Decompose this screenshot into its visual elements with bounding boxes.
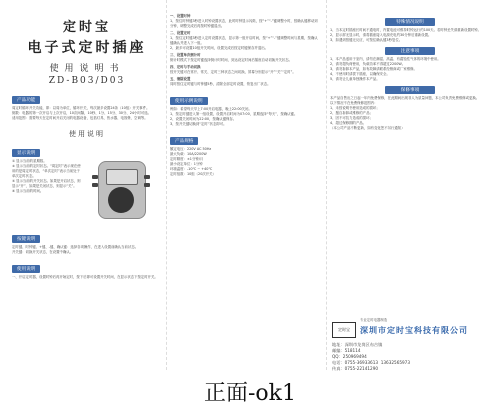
column-right (330, 14, 490, 131)
first-use-text: 一、开启定时器，设置时钟后再开始定时，按下后即可设置开关时间，在显示状态下按定时开关。 (12, 275, 158, 279)
step-5-text: 同时按住定时键与时钟键5秒，清除全部定时设置，恢复出厂状态。 (170, 82, 271, 86)
section-header-example: 使用示例说明 (170, 97, 208, 105)
product-text: 周定时循环开关功能，即：以周为单位，循环开关，每次最多设置24条（10组）开关事件。 倒数：电器的第一次开启与上次开启，10次间隔，10秒、1分、15分、30分、24小时可选。 适用范围：需要每天在定时间开启关闭的电器设备，包括灯具、热水器、电饭煲、空调等。 (12, 106, 152, 120)
section-header-special: 特殊情况说明 (385, 18, 435, 26)
company-contact (332, 342, 490, 372)
step-1-text: 1、按住时钟键3秒进入时钟设置状态，此时时钟显示闪烁，按“+”“-”键调整小时，按确认键移动到分钟，调整完成后再按时钟键退出。 (170, 19, 318, 28)
device-screen (106, 169, 138, 185)
model-number: ZD-B03/D03 (48, 76, 126, 86)
title-line-1: 定时宝 (62, 20, 111, 35)
company-qq: QQ：250969494 (332, 354, 367, 359)
step-4-title: 四、定时与手动切换 (170, 65, 201, 69)
title-line-3: 使用说明书 (49, 64, 125, 74)
specs-text: 额定电压：220V AC 50Hz 最大负载：10A/2200W 定时精度：±1分钟/月 最小设定单位：1分钟 环境温度：-10℃ ~ +40℃ 定时组数：10组（20次开关） (170, 147, 216, 176)
display-area (12, 159, 162, 225)
usage-title: 使用说明 (69, 130, 105, 138)
timer-device-illustration (88, 157, 150, 219)
warranty-text: 本产品自售出之日起一年内免费保修，在此期间出现非人为质量问题，本公司负责免费维修或更换。 以下情况不在免费保修范围内： 1、未按说明书使用造成的损坏； 2、擅自拆卸或维修的产品； 3、因不可抗力造成的损坏； 4、超过保修期的产品。 （本公司产品不断更新，如有变化恕不另行通知） (330, 96, 480, 130)
section-header-product: 产品功能 (12, 96, 40, 104)
company-tagline: 专业定时电器制造 (360, 318, 388, 322)
section-header-first-use: 使用说明 (12, 265, 40, 273)
section-header-warranty: 保修事项 (385, 86, 435, 94)
company-name: 深圳市定时宝科技有限公司 (360, 326, 468, 335)
fold-line-2 (326, 0, 327, 370)
device-socket (108, 187, 134, 213)
step-2-text: 1、按住定时键3秒进入定时设置状态，显示第一组开启时间，按“+”“-”键调整时间与星期，按确认键确认并进入下一组。 2、最多可设置10组开关时间，设置完成后按定时键保存并退出。 (170, 36, 318, 50)
step-5-title: 五、清除设置 (170, 77, 191, 81)
fold-line-1 (166, 0, 167, 370)
notes-text: 1、本产品适用于室内，请勿在潮湿、高温、有腐蚀性气体的环境中使用。 2、请勿超负荷使用，负载功率不得超过2200W。 3、请勿拆卸本产品，如有故障请联系经销商或厂家维修。 4、不使用时请拔下插座，以确保安全。 5、请勿让儿童单独操作本产品。 (330, 57, 441, 81)
company-logo: 定时宝 (332, 322, 356, 338)
section-header-buttons: 按键说明 (12, 235, 40, 243)
step-1-title: 一、设置时钟 (170, 14, 191, 18)
buttons-text: 定时键、时钟键、+键、-键、确认键：选择各项操作，在进入设置前确认当前状态。 开关键：切换开关状态，在设置中确认。 (12, 245, 139, 254)
display-text: ① 显示当前的星期数。 ② 显示当前的定时状态。“周定时”表示现在使用的是周定时状态，“单次定时”表示当前处于单次定时状态。 ③ 显示当前的开关状态。如果是开启状态，则显示“开”，如果是关闭状态，则显示“关”。 ④ 显示当前的时间。 (12, 159, 81, 193)
section-header-specs: 产品规格 (170, 137, 198, 145)
column-left (12, 14, 162, 280)
special-text: 1、当本定时插座长时间不通电时，内置电池可维持时钟运行约100天。若时钟丢失请重新设置时钟。 2、显示屏无显示时，请将插座接入电源充电约30分钟后重新设置。 3、如遇到按键无反应，可按住确认键3秒复位。 (330, 28, 482, 42)
page-caption: 正面-ok1 (203, 381, 296, 406)
step-4-text: 按开关键可在常开、常关、定时三种状态之间切换，屏幕分别显示“开”“关”“定时”。 (170, 70, 296, 74)
title-line-2: 电子式定时插座 (27, 40, 147, 56)
section-header-display: 显示说明 (12, 149, 40, 157)
example-text: 例如：希望每天早上7:00开启电器，晚上22:00关闭。 1、按定时键进入第一组设置，设置开启时间为07:00，星期选择“每天”，按确认键。 2、设置关闭时间为22:00，按确认键保存。 3、按开关键切换到“定时”状态即可。 (170, 107, 298, 126)
device-button-3 (144, 175, 150, 179)
company-address: 地址：深圳市龙岗区布吉镇 (332, 342, 383, 347)
step-3-title: 三、设置单次倒计时 (170, 53, 201, 57)
step-2-title: 二、设置定时 (170, 31, 191, 35)
company-fax: 传真：0755-22141290 (332, 366, 379, 371)
device-button-2 (92, 183, 98, 187)
device-button-4 (144, 183, 150, 187)
column-middle (170, 14, 320, 177)
section-header-notes: 注意事项 (385, 47, 435, 55)
device-button-1 (92, 175, 98, 179)
company-postcode: 邮编：518114 (332, 348, 361, 353)
company-phone: 电话：0755-36933613 13632565973 (332, 360, 411, 365)
step-3-text: 倒计时模式下按定时键选择倒计时时间，到达设定时间后插座自动切换开关状态。 (170, 58, 293, 62)
